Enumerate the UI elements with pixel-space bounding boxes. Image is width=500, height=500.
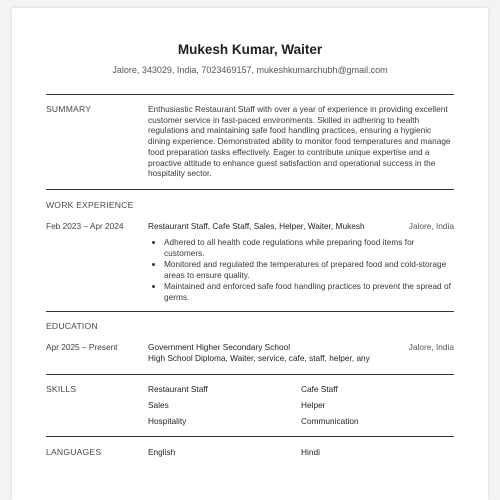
list-item: • Maintained and enforced safe food handling practices to prevent the spread of germs. [164, 281, 454, 302]
section-label-education: EDUCATION [46, 321, 98, 331]
job-dates: Feb 2023 – Apr 2024 [46, 221, 124, 231]
section-divider [46, 374, 454, 375]
job-bullets [148, 237, 454, 303]
list-item: • Adhered to all health code regulations while preparing food items for customers. [164, 237, 454, 258]
section-divider [46, 189, 454, 190]
resume-header [12, 42, 488, 76]
job-header [148, 221, 454, 232]
contact-line: Jalore, 343029, India, 7023469157, mukeshkumarchubh@gmail.com [112, 65, 388, 75]
section-label-work-experience: WORK EXPERIENCE [46, 200, 134, 210]
section-divider [46, 436, 454, 437]
degree-text: High School Diploma, Waiter, service, cafe, staff, helper, any [148, 353, 370, 363]
language-item: English [148, 447, 176, 457]
job-title: Restaurant Staff, Cafe Staff, Sales, Helper, Waiter, Mukesh [148, 221, 365, 231]
section-label-summary: SUMMARY [46, 104, 92, 114]
section-divider [46, 94, 454, 95]
section-label-languages: LANGUAGES [46, 447, 102, 457]
job-location: Jalore, India [408, 221, 454, 231]
school-name: Government Higher Secondary School [148, 342, 291, 352]
skill-item: Restaurant Staff [148, 384, 208, 394]
education-dates: Apr 2025 – Present [46, 342, 118, 352]
candidate-name: Mukesh Kumar, Waiter [177, 42, 323, 57]
skill-item: Cafe Staff [301, 384, 338, 394]
skill-item: Hospitality [148, 416, 187, 426]
language-item: Hindi [301, 447, 320, 457]
summary-text: Enthusiastic Restaurant Staff with over a year of experience in providing excellent customer service in fast-paced environments. Skilled in adhering to health regulations and maintaining safe food handling practices, ensuring a hygienic dining experience. Demonstrated ability to monitor food temperatures and manage food preparation tasks effectively. Eager to contribute unique expertise and a proactive attitude to enhance guest satisfaction and operational success in the hospitality sector. [148, 104, 451, 179]
skill-item: Sales [148, 400, 169, 410]
section-divider [46, 311, 454, 312]
section-label-skills: SKILLS [46, 384, 77, 394]
school-location: Jalore, India [408, 342, 454, 352]
resume-page [12, 8, 488, 500]
list-item: • Monitored and regulated the temperatures of prepared food and cold-storage areas to ensure quality. [164, 259, 454, 280]
skill-item: Communication [301, 416, 359, 426]
skill-item: Helper [301, 400, 326, 410]
education-header [148, 342, 454, 353]
